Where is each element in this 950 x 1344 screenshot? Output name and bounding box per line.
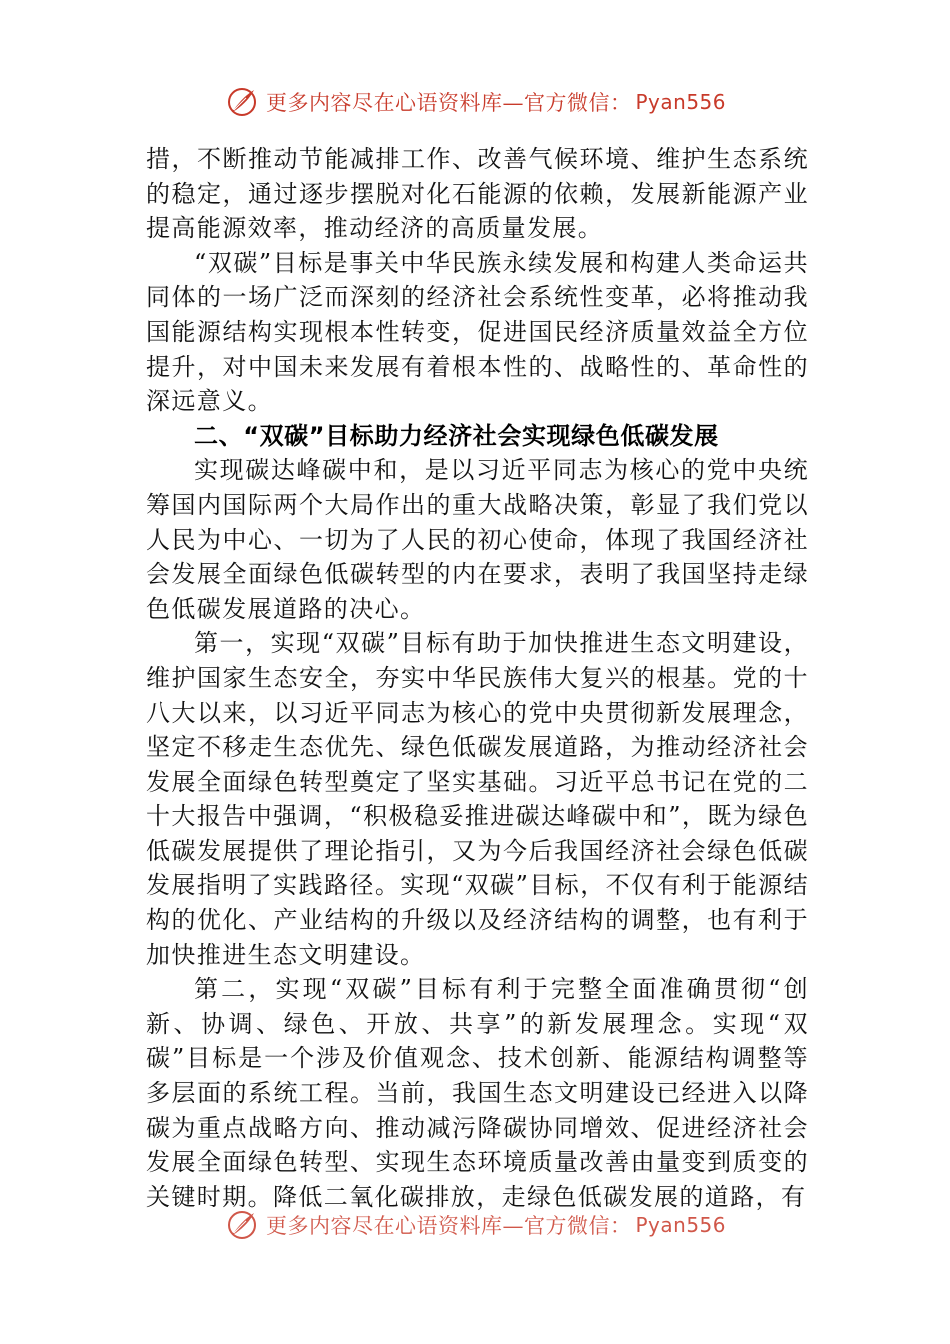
header-watermark bbox=[0, 82, 950, 122]
paragraph: 第二，实现“双碳”目标有利于完整全面准确贯彻“创新、协调、绿色、开放、共享”的新发展理念。实现“双碳”目标是一个涉及价值观念、技术创新、能源结构调整等多层面的系统工程。当前，我国生态文明建设已经进入以降碳为重点战略方向、推动减污降碳协同增效、促进经济社会发展全面绿色转型、实现生态环境质量改善由量变到质变的关键时期。降低二氧化碳排放，走绿色低碳发展的道路，有 bbox=[146, 975, 809, 1211]
paragraph: “双碳”目标是事关中华民族永续发展和构建人类命运共同体的一场广泛而深刻的经济社会系统性变革，必将推动我国能源结构实现根本性转变，促进国民经济质量效益全方位提升，对中国未来发展有着根本性的、战略性的、革命性的深远意义。 bbox=[146, 248, 809, 416]
footer-watermark bbox=[0, 1205, 950, 1245]
feather-quill-icon bbox=[224, 84, 260, 120]
section-heading: 二、“双碳”目标助力经济社会实现绿色低碳发展 bbox=[194, 421, 719, 450]
feather-quill-icon bbox=[224, 1207, 260, 1243]
watermark-text: 更多内容尽在心语资料库—官方微信： bbox=[265, 91, 632, 115]
paragraph: 第一，实现“双碳”目标有助于加快推进生态文明建设，维护国家生态安全，夯实中华民族伟大复兴的根基。党的十八大以来，以习近平同志为核心的党中央贯彻新发展理念，坚定不移走生态优先、绿色低碳发展道路，为推动经济社会发展全面绿色转型奠定了坚实基础。习近平总书记在党的二十大报告中强调，“积极稳妥推进碳达峰碳中和”，既为绿色低碳发展提供了理论指引，又为今后我国经济社会绿色低碳发展指明了实践路径。实现“双碳”目标，不仅有利于能源结构的优化、产业结构的升级以及经济结构的调整，也有利于加快推进生态文明建设。 bbox=[146, 629, 809, 969]
article-body bbox=[146, 142, 809, 1214]
watermark-wechat-id: Pyan556 bbox=[635, 1213, 726, 1237]
paragraph: 实现碳达峰碳中和，是以习近平同志为核心的党中央统筹国内国际两个大局作出的重大战略决策，彰显了我们党以人民为中心、一切为了人民的初心使命，体现了我国经济社会发展全面绿色低碳转型的内在要求，表明了我国坚持走绿色低碳发展道路的决心。 bbox=[146, 456, 809, 623]
watermark-text: 更多内容尽在心语资料库—官方微信： bbox=[265, 1214, 632, 1238]
watermark-wechat-id: Pyan556 bbox=[635, 90, 726, 114]
paragraph-continued: 措，不断推动节能减排工作、改善气候环境、维护生态系统的稳定，通过逐步摆脱对化石能源的依赖，发展新能源产业提高能源效率，推动经济的高质量发展。 bbox=[146, 145, 809, 243]
